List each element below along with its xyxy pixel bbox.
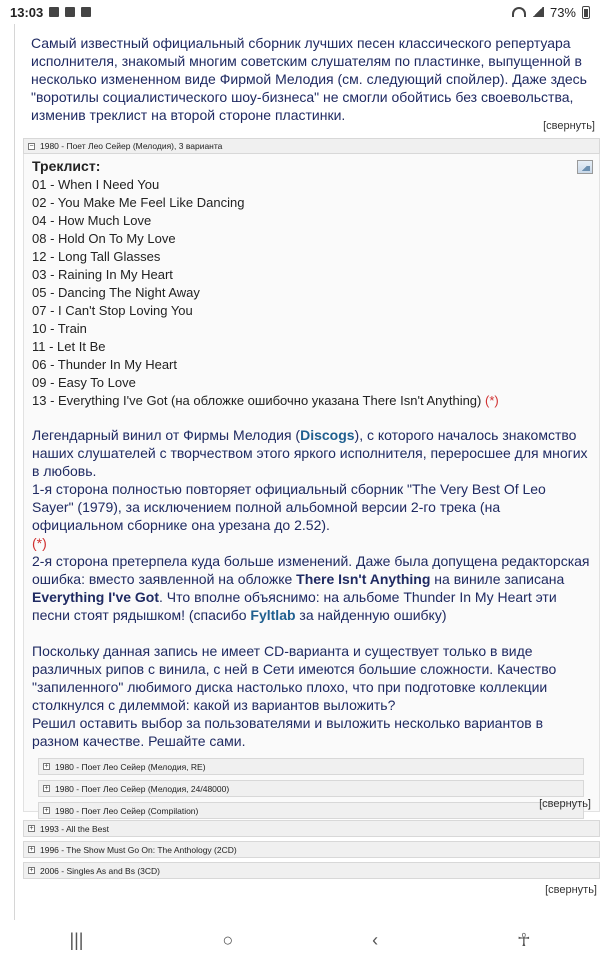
signal-icon bbox=[532, 7, 544, 17]
tracklist-label: Треклист: bbox=[32, 158, 101, 174]
back-icon[interactable]: ‹ bbox=[372, 929, 379, 950]
notification-facebook-icon bbox=[81, 7, 91, 17]
collapse-link-intro[interactable]: [свернуть] bbox=[543, 120, 595, 132]
minus-icon: − bbox=[29, 142, 34, 150]
collapse-link-1980[interactable]: [свернуть] bbox=[539, 798, 591, 810]
spoiler-2006[interactable]: + 2006 - Singles As and Bs (3CD) bbox=[23, 862, 600, 879]
plus-icon: + bbox=[29, 825, 34, 832]
track-item-last: 13 - Everything I've Got (на обложке ошибочно указана There Isn't Anything) (*) bbox=[32, 393, 499, 408]
track-item: 07 - I Can't Stop Loving You bbox=[32, 303, 193, 318]
asterisk-anchor[interactable]: (*) bbox=[32, 535, 47, 551]
track-item: 03 - Raining In My Heart bbox=[32, 267, 173, 282]
battery-percent: 73% bbox=[549, 4, 576, 20]
accessibility-icon[interactable]: ☥ bbox=[517, 929, 531, 950]
track-item: 04 - How Much Love bbox=[32, 213, 152, 228]
spoiler-body-1980 bbox=[23, 154, 600, 816]
sub-spoiler-re[interactable]: + 1980 - Поет Лео Сейер (Мелодия, RE) bbox=[38, 758, 584, 775]
spoiler-header-1980[interactable] bbox=[23, 138, 600, 154]
status-time: 13:03 bbox=[10, 4, 44, 20]
plus-icon: + bbox=[44, 785, 49, 792]
track-item: 05 - Dancing The Night Away bbox=[32, 285, 200, 300]
track-item: 12 - Long Tall Glasses bbox=[32, 249, 161, 264]
track-item: 02 - You Make Me Feel Like Dancing bbox=[32, 195, 245, 210]
track-item: 09 - Easy To Love bbox=[32, 375, 136, 390]
image-icon[interactable] bbox=[577, 160, 593, 174]
discogs-link[interactable]: Discogs bbox=[300, 427, 355, 443]
wifi-icon bbox=[512, 7, 526, 17]
status-bar bbox=[0, 0, 600, 24]
track-item: 08 - Hold On To My Love bbox=[32, 231, 176, 246]
notification-image-icon bbox=[65, 7, 75, 17]
fyltlab-link[interactable]: Fyltlab bbox=[250, 607, 296, 623]
plus-icon: + bbox=[29, 846, 34, 853]
spoiler-1993[interactable]: + 1993 - All the Best bbox=[23, 820, 600, 837]
sub-spoiler-list bbox=[38, 758, 584, 819]
recent-apps-icon[interactable]: ||| bbox=[69, 929, 84, 950]
desc-paragraph-4: Поскольку данная запись не имеет CD-варианта и существует только в виде различных рипов с винила, с ней в Сети имеются большие сложности. Качество "запиленного" любимого диска настолько плохо, что при подготовке коллекции столкнулся с дилеммой: какой из вариантов выложить? bbox=[32, 643, 557, 713]
status-left bbox=[10, 5, 91, 20]
navigation-bar bbox=[0, 920, 600, 960]
sub-spoiler-24-48000[interactable]: + 1980 - Поет Лео Сейер (Мелодия, 24/48000) bbox=[38, 780, 584, 797]
track-list bbox=[32, 176, 591, 410]
tracklist-block bbox=[24, 154, 599, 410]
track-item: 06 - Thunder In My Heart bbox=[32, 357, 177, 372]
plus-icon: + bbox=[29, 867, 34, 874]
track-item: 10 - Train bbox=[32, 321, 87, 336]
sub-spoiler-compilation[interactable]: + 1980 - Поет Лео Сейер (Compilation) bbox=[38, 802, 584, 819]
desc-paragraph-2: 1-я сторона полностью повторяет официальный сборник "The Very Best Of Leo Sayer" (1979), за исключением полной альбомной версии 2-го трека (на официальном сборнике она урезана до 2.52). bbox=[32, 481, 546, 533]
collapse-link-main[interactable]: [свернуть] bbox=[545, 884, 597, 896]
post-content bbox=[14, 24, 600, 920]
status-right bbox=[512, 5, 590, 20]
other-spoilers bbox=[23, 820, 600, 879]
plus-icon: + bbox=[44, 807, 49, 814]
spoiler-title: 1980 - Поет Лео Сейер (Мелодия), 3 варианта bbox=[40, 141, 223, 151]
home-icon[interactable]: ○ bbox=[222, 929, 234, 950]
track-item: 11 - Let It Be bbox=[32, 339, 106, 354]
asterisk-link[interactable]: (*) bbox=[485, 393, 499, 408]
intro-section bbox=[23, 32, 600, 138]
desc-paragraph-1: Легендарный винил от Фирмы Мелодия (Discogs), с которого началось знакомство наших слушателей с творчеством этого яркого исполнителя, переросшее для многих в любовь. bbox=[32, 427, 588, 479]
description-block bbox=[24, 410, 599, 750]
battery-icon bbox=[582, 6, 590, 19]
spoiler-1996[interactable]: + 1996 - The Show Must Go On: The Anthology (2CD) bbox=[23, 841, 600, 858]
notification-t-icon bbox=[49, 7, 59, 17]
track-item: 01 - When I Need You bbox=[32, 177, 160, 192]
desc-paragraph-5: Решил оставить выбор за пользователями и выложить несколько вариантов в разном качестве. Решайте сами. bbox=[32, 715, 544, 749]
desc-paragraph-3: 2-я сторона претерпела куда больше изменений. Даже была допущена редакторская ошибка: вместо заявленной на обложке There Isn't Anything на виниле записана Everything I've Got. Что вполне объяснимо: на альбоме Thunder In My Heart эти песни стоят рядышком! (спасибо Fyltlab за найденную ошибку) bbox=[32, 553, 590, 623]
intro-paragraph: Самый известный официальный сборник лучших песен классического репертуара исполнителя, знакомый многим советским слушателям по пластинке, выпущенной в несколько измененном виде Фирмой Мелодия (см. следующий спойлер). Даже здесь "воротилы социалистического шоу-бизнеса" не смогли обойтись без своевольства, изменив треклист на второй стороне пластинки. bbox=[31, 35, 587, 123]
plus-icon: + bbox=[44, 763, 49, 770]
